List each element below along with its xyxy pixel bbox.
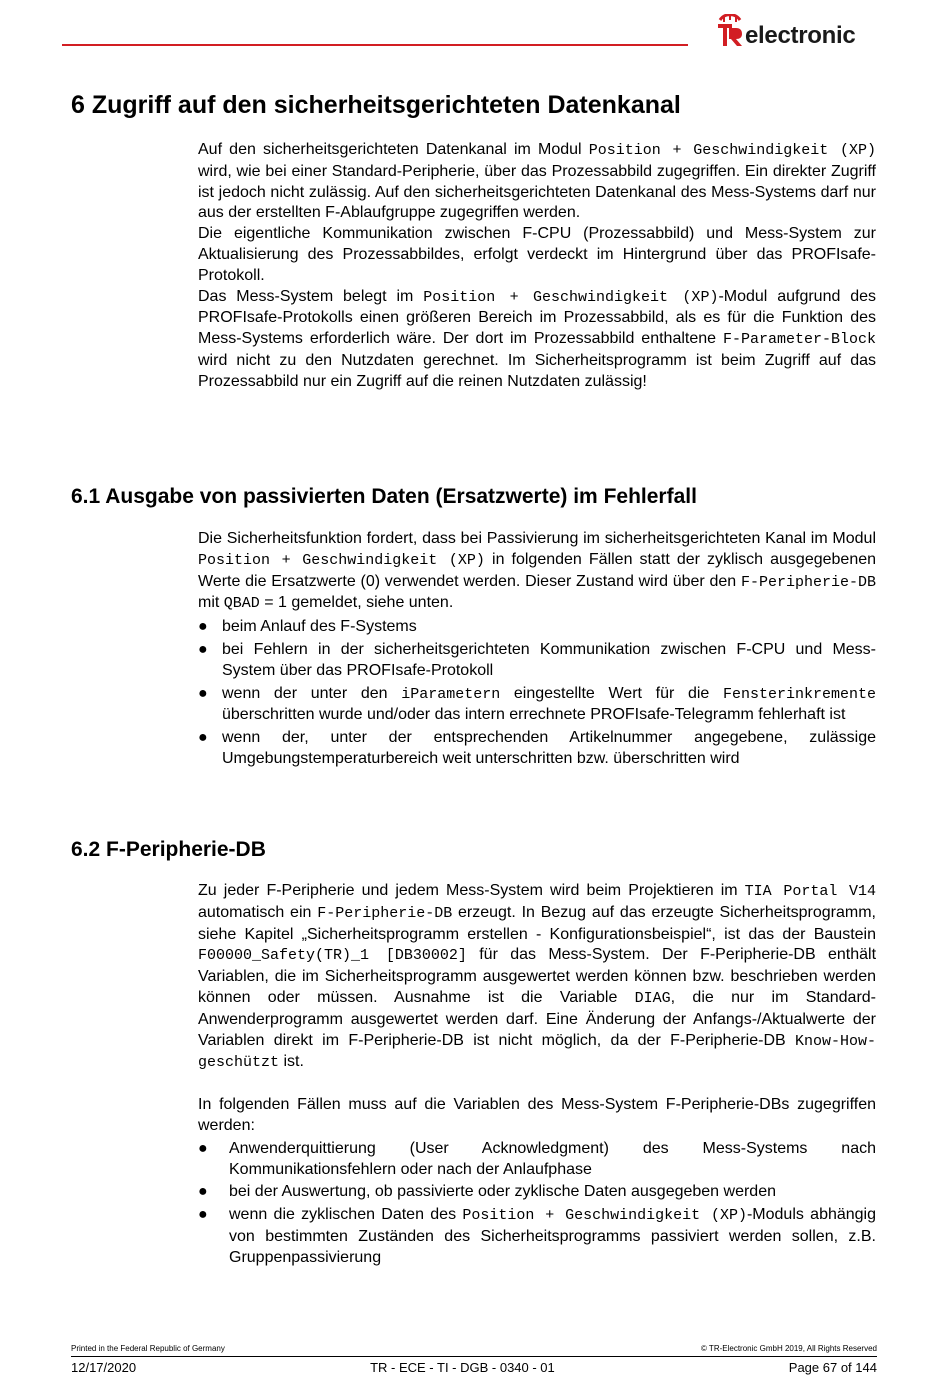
tr-electronic-logo xyxy=(716,14,855,48)
list-item xyxy=(198,1205,876,1268)
section-6-1-body xyxy=(198,529,876,770)
section-6-2-bullet-list xyxy=(198,1139,876,1269)
text-run: -Moduls abhängig von bestimmten Zuständen des Sicherheitsprogramms passiviert werden sollen, z.B. Gruppenpassivierung xyxy=(229,1206,877,1266)
text-run: Die eigentliche Kommunikation zwischen F-CPU (Prozessabbild) und Mess-System zur Aktualisierung des Prozessabbildes, erfolgt verdeckt im Hintergrund über das PROFIsafe-Protokoll. xyxy=(198,225,876,284)
text-run: , die nur im Standard-Anwenderprogramm ausgewertet werden darf. Eine Änderung der Anfangs-/Aktualwerte der Variablen direkt im F-Peripherie-DB ist nicht möglich, da der F-Peripherie-DB xyxy=(198,988,876,1049)
bullet-icon: ● xyxy=(198,618,208,636)
code-term: F-Peripherie-DB xyxy=(317,904,453,922)
section-6-title: 6 Zugriff auf den sicherheitsgerichteten Datenkanal xyxy=(71,91,681,119)
text-run: erzeugt. In Bezug auf das erzeugte Sicherheitsprogramm, siehe Kapitel „Sicherheitsprogramm erstellen - Konfigurationsbeispiel“, ist das der Baustein xyxy=(198,903,876,943)
section-6-2-paragraph-1 xyxy=(198,881,876,1074)
code-term: iParametern xyxy=(401,685,501,703)
text-run: wenn der, unter der entsprechenden Artikelnummer angegebene, zulässige Umgebungstemperaturbereich weit unterschritten bzw. überschritten wird xyxy=(222,729,876,767)
code-term: Position + Geschwindigkeit (XP) xyxy=(198,551,485,569)
text-run: wird nicht zu den Nutzdaten gerechnet. Im Sicherheitsprogramm ist beim Zugriff auf das Prozessabbild nur ein Zugriff auf die reinen Nutzdaten zulässig! xyxy=(198,351,876,390)
code-term: Position + Geschwindigkeit (XP) xyxy=(423,288,719,306)
bullet-icon: ● xyxy=(198,1206,208,1224)
text-run: = 1 gemeldet, siehe unten. xyxy=(259,594,454,612)
code-term: F-Peripherie-DB xyxy=(740,573,876,591)
text-run: eingestellte Wert für die xyxy=(500,684,723,702)
section-6-1-bullet-list xyxy=(198,617,876,770)
text-run: wird, wie bei einer Standard-Peripherie, über das Prozessabbild zugegriffen. Ein direkter Zugriff ist jedoch nicht zulässig. Auf den sicherheitsgerichteten Datenkanal des Mess-Systems darf nur aus der erstellten F-Ablaufgruppe zugegriffen werden. xyxy=(198,162,876,222)
text-run: bei Fehlern in der sicherheitsgerichteten Kommunikation zwischen F-CPU und Mess-System über das PROFIsafe-Protokoll xyxy=(222,640,876,679)
code-term: QBAD xyxy=(223,595,260,613)
text-run: wenn der unter den xyxy=(222,684,402,702)
text-run: In folgenden Fällen muss auf die Variablen des Mess-System F-Peripherie-DBs zugegriffen werden: xyxy=(198,1096,876,1134)
section-6-1-paragraph-1 xyxy=(198,529,876,615)
code-term: F00000_Safety(TR)_1 [DB30002] xyxy=(198,947,467,965)
list-item xyxy=(198,728,876,770)
text-run: für das Mess-System. Der F-Peripherie-DB enthält Variablen, die im Sicherheitsprogramm ausgewertet werden können bzw. beschrieben werden können oder müssen. Ausnahme ist die Variable xyxy=(198,946,877,1006)
text-run: beim Anlauf des F-Systems xyxy=(222,618,417,636)
text-run: Zu jeder F-Peripherie und jedem Mess-System wird beim Projektieren im xyxy=(198,882,745,899)
text-run: automatisch ein xyxy=(198,903,318,921)
header-rule xyxy=(62,44,688,46)
list-item xyxy=(198,1139,876,1181)
text-run: ist. xyxy=(279,1053,304,1071)
bullet-icon: ● xyxy=(198,1183,208,1201)
code-term: DIAG xyxy=(634,989,671,1007)
bullet-icon: ● xyxy=(198,684,208,702)
text-run: überschritten wurde und/oder das intern errechnete PROFIsafe-Telegramm fehlerhaft ist xyxy=(222,706,846,724)
section-6-paragraph-2 xyxy=(198,224,876,286)
bullet-icon: ● xyxy=(198,1139,208,1157)
section-6-2-title: 6.2 F-Peripherie-DB xyxy=(71,838,266,861)
text-run: wenn die zyklischen Daten des xyxy=(229,1206,463,1224)
text-run: -Modul aufgrund des PROFIsafe-Protokolls einen größeren Bereich im Prozessabbild, als es für die Funktion des Mess-Systems erforderlich wäre. Der dort im Prozessabbild enthaltene xyxy=(198,287,877,348)
section-6-body xyxy=(198,140,876,393)
text-run: Das Mess-System belegt im xyxy=(198,287,424,305)
footer-date: 12/17/2020 xyxy=(71,1360,137,1375)
text-run: bei der Auswertung, ob passivierte oder zyklische Daten ausgegeben werden xyxy=(229,1183,776,1201)
text-run: mit xyxy=(198,594,224,612)
text-run: Anwenderquittierung (User Acknowledgment) des Mess-Systems nach Kommunikationsfehlern oder nach der Anlaufphase xyxy=(229,1139,876,1178)
section-6-1-title: 6.1 Ausgabe von passivierten Daten (Ersatzwerte) im Fehlerfall xyxy=(71,485,697,508)
list-item xyxy=(198,1182,876,1203)
section-6-2-paragraph-2 xyxy=(198,1095,876,1137)
footer-copyright: © TR-Electronic GmbH 2019, All Rights Reserved xyxy=(700,1344,877,1353)
code-term: Position + Geschwindigkeit (XP) xyxy=(462,1207,747,1225)
text-run: Auf den sicherheitsgerichteten Datenkanal im Modul xyxy=(198,141,589,158)
list-item xyxy=(198,617,876,638)
code-term: TIA Portal V14 xyxy=(744,883,876,900)
footer-doc-id: TR - ECE - TI - DGB - 0340 - 01 xyxy=(370,1360,555,1375)
list-item xyxy=(198,684,876,727)
text-run: in folgenden Fällen statt der zyklisch ausgegebenen Werte die Ersatzwerte (0) verwendet werden. Dieser Zustand wird über den xyxy=(198,550,877,590)
bullet-icon: ● xyxy=(198,640,208,658)
text-run: Die Sicherheitsfunktion fordert, dass bei Passivierung im sicherheitsgerichteten Kanal im Modul xyxy=(198,530,876,547)
logo-text: electronic xyxy=(745,22,856,49)
footer-page-number: Page 67 of 144 xyxy=(788,1360,877,1375)
section-6-2-body xyxy=(198,881,876,1269)
section-6-paragraph-1 xyxy=(198,140,876,224)
section-6-paragraph-3 xyxy=(198,287,876,393)
footer-top xyxy=(71,1344,877,1353)
bullet-icon: ● xyxy=(198,729,208,747)
footer-printed: Printed in the Federal Republic of Germany xyxy=(71,1344,225,1353)
code-term: Position + Geschwindigkeit (XP) xyxy=(588,142,876,159)
list-item xyxy=(198,640,876,682)
footer-rule xyxy=(71,1356,877,1357)
paragraph-spacer xyxy=(198,1074,876,1095)
tr-logo-icon xyxy=(716,14,744,48)
code-term: F-Parameter-Block xyxy=(722,331,876,349)
code-term: Fensterinkremente xyxy=(722,685,876,703)
code-term: Know-How-geschützt xyxy=(198,1032,876,1072)
footer-bottom xyxy=(71,1360,877,1375)
